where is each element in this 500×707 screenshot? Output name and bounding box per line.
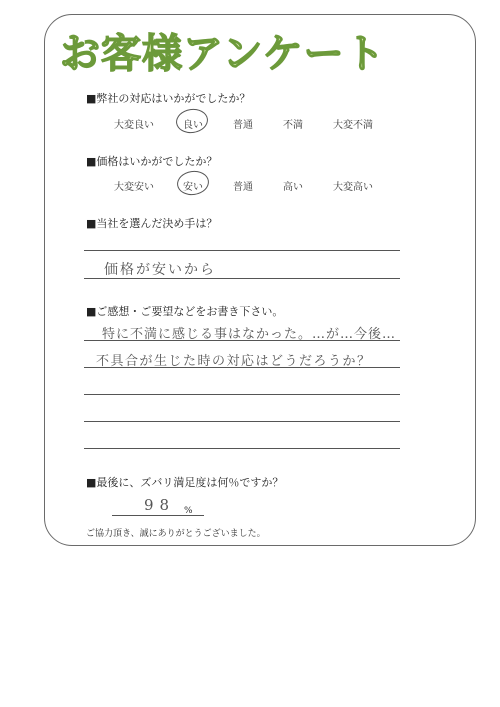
answer-line — [84, 394, 400, 395]
option-price-cheap[interactable]: 安い — [183, 182, 203, 193]
answer-line — [84, 278, 400, 279]
option-service-dissatisfied[interactable]: 不満 — [283, 120, 303, 131]
option-price-expensive[interactable]: 高い — [283, 182, 303, 193]
option-price-normal[interactable]: 普通 — [233, 182, 253, 193]
answer-line — [84, 421, 400, 422]
option-service-very-good[interactable]: 大変良い — [114, 120, 154, 131]
survey-title: お客様アンケート — [60, 31, 386, 77]
answer-comments-line-2[interactable]: 不具合が生じた時の対応はどうだろうか？ — [96, 354, 372, 369]
answer-line — [84, 367, 400, 368]
answer-satisfaction[interactable]: 98 — [144, 496, 176, 514]
answer-comments-line-1[interactable]: 特に不満に感じる事はなかった。…が…今後… — [102, 327, 397, 342]
answer-line — [84, 250, 400, 251]
option-service-good[interactable]: 良い — [183, 120, 203, 131]
answer-line — [84, 340, 400, 341]
question-service: ■弊社の対応はいかがでしたか？ — [86, 92, 251, 105]
option-price-very-cheap[interactable]: 大変安い — [114, 182, 154, 193]
percent-unit: % — [184, 506, 193, 516]
answer-line — [84, 448, 400, 449]
satisfaction-answer-line — [112, 515, 204, 516]
option-service-very-dissatisfied[interactable]: 大変不満 — [333, 120, 373, 131]
question-satisfaction: ■最後に、ズバリ満足度は何％ですか？ — [86, 476, 284, 489]
thank-you-message: ご協力頂き、誠にありがとうございました。 — [86, 529, 266, 539]
option-price-very-expensive[interactable]: 大変高い — [333, 182, 373, 193]
question-comments: ■ご感想・ご要望などをお書き下さい。 — [86, 305, 284, 318]
question-deciding-factor: ■当社を選んだ決め手は？ — [86, 217, 218, 230]
option-service-normal[interactable]: 普通 — [233, 120, 253, 131]
answer-deciding-factor[interactable]: 価格が安いから — [104, 262, 216, 278]
question-price: ■価格はいかがでしたか？ — [86, 155, 218, 168]
